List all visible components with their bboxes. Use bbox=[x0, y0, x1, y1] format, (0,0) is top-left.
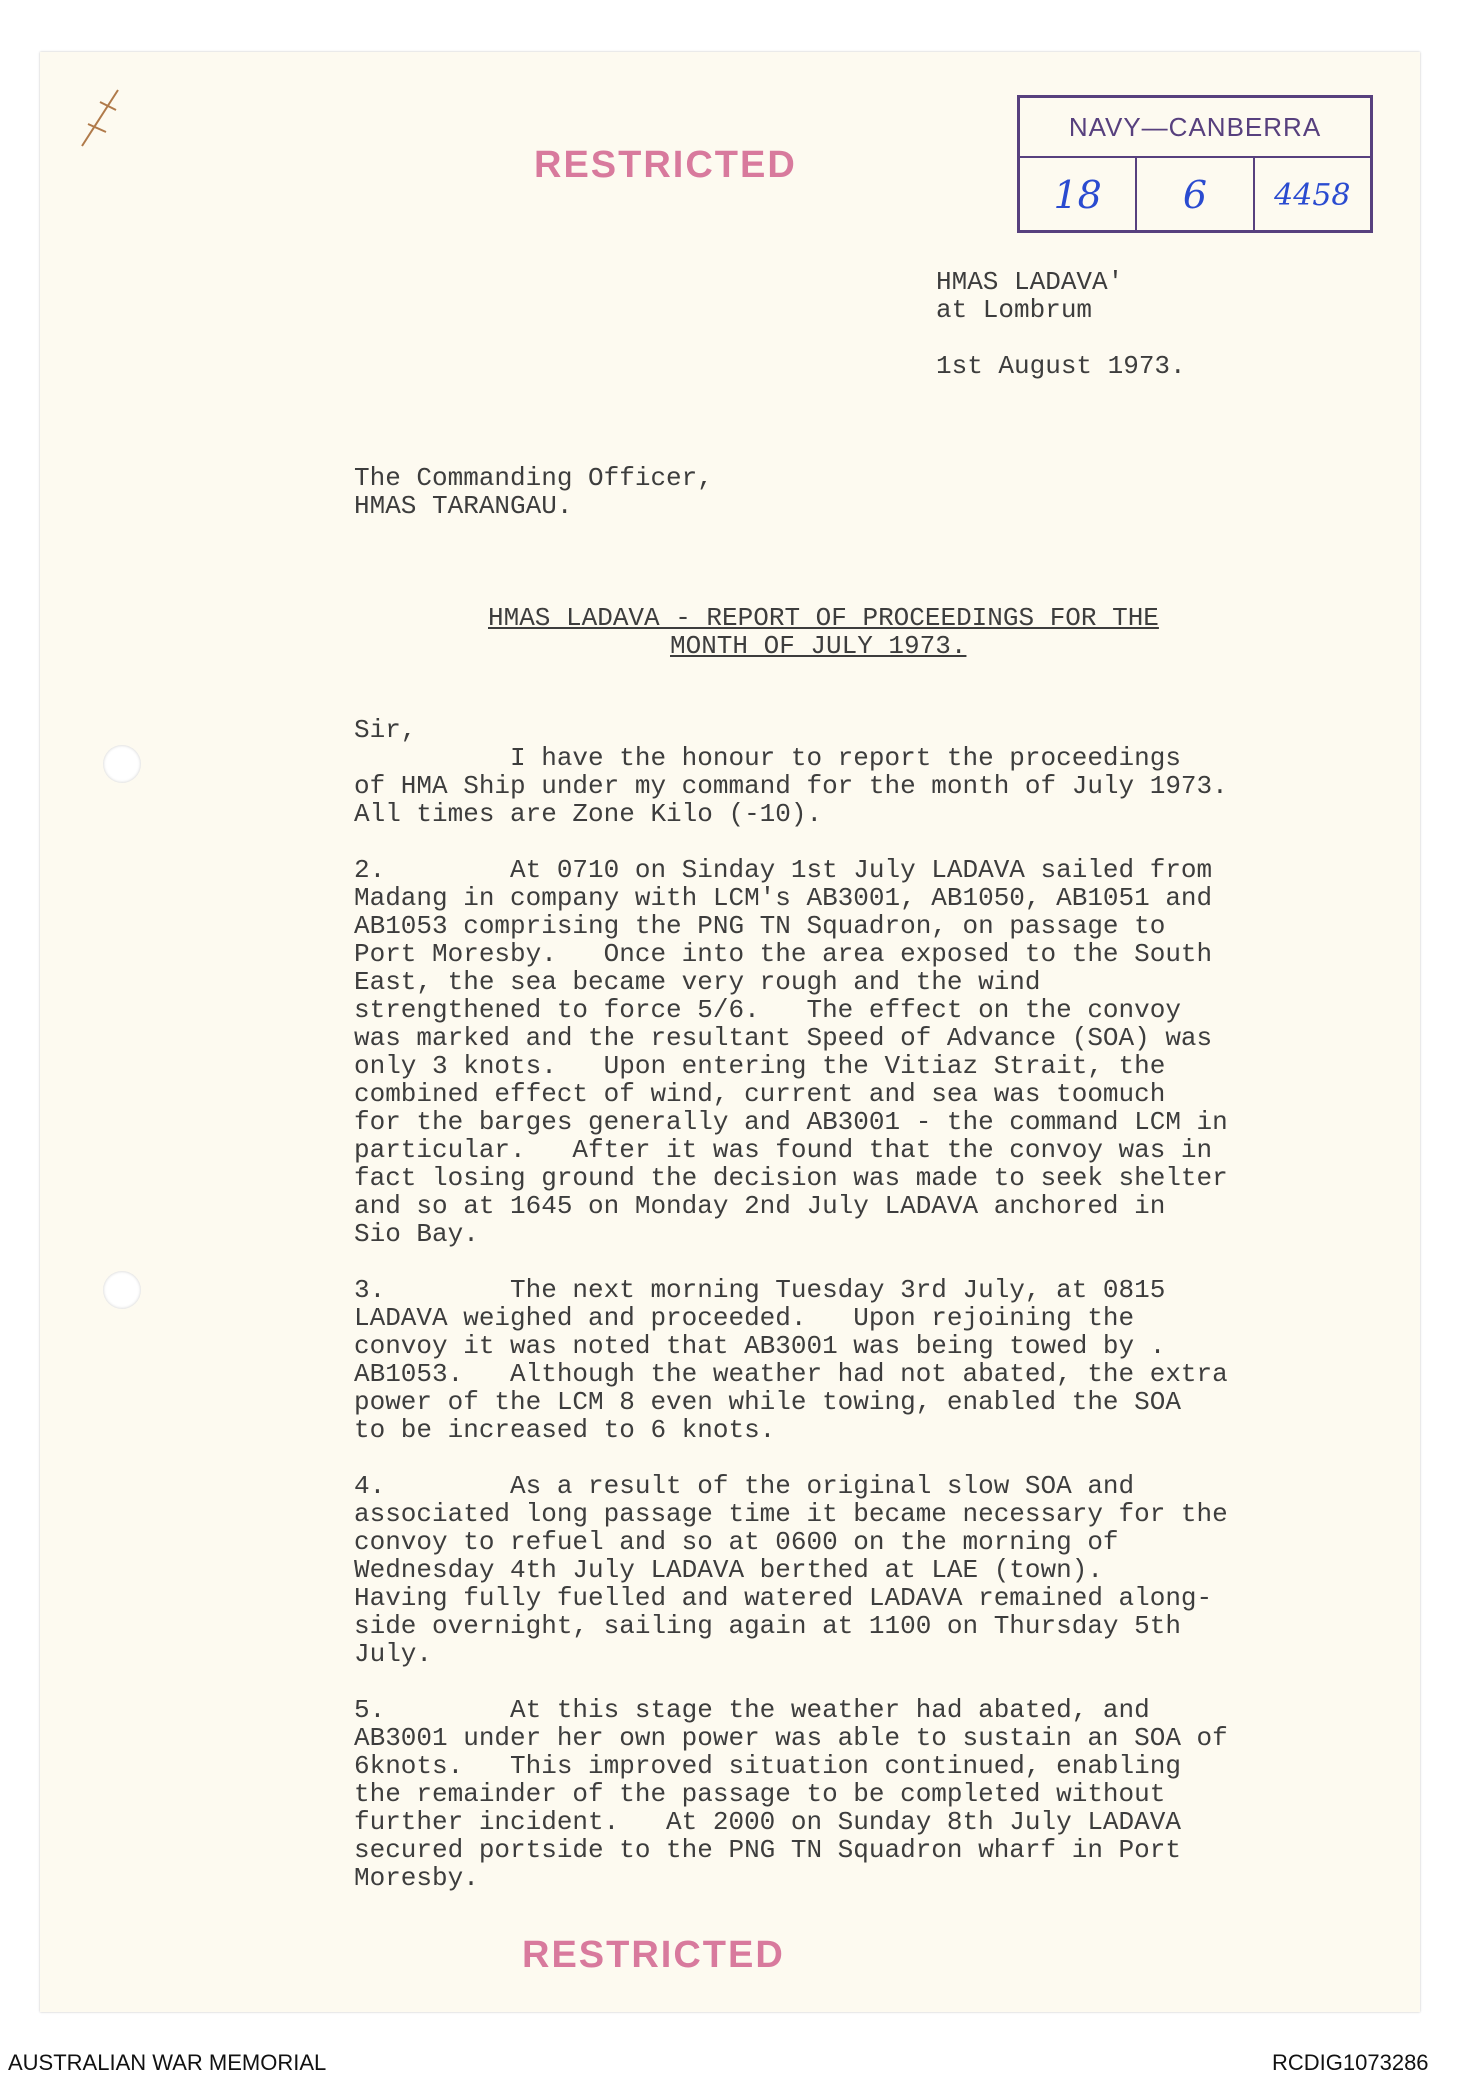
addressee-line-1: The Commanding Officer, bbox=[354, 463, 713, 493]
restricted-stamp-bottom: RESTRICTED bbox=[522, 1934, 785, 1976]
p3-line: power of the LCM 8 even while towing, enabled the SOA bbox=[354, 1387, 1181, 1417]
paragraph-5 bbox=[354, 1696, 1228, 1892]
p1-line: I have the honour to report the proceedings bbox=[354, 743, 1181, 773]
punch-hole-lower bbox=[103, 1271, 141, 1309]
footer-credit: AUSTRALIAN WAR MEMORIAL bbox=[8, 2050, 327, 2075]
p5-line: Moresby. bbox=[354, 1863, 479, 1893]
sender-date: 1st August 1973. bbox=[936, 351, 1186, 381]
p4-line: side overnight, sailing again at 1100 on Thursday 5th bbox=[354, 1611, 1181, 1641]
p2-line: fact losing ground the decision was made to seek shelter bbox=[354, 1163, 1228, 1193]
p2-line: particular. After it was found that the convoy was in bbox=[354, 1135, 1213, 1165]
p2-line: 2. At 0710 on Sinday 1st July LADAVA sailed from bbox=[354, 855, 1213, 885]
p2-line: combined effect of wind, current and sea was toomuch bbox=[354, 1079, 1166, 1109]
p2-line: Port Moresby. Once into the area exposed to the South bbox=[354, 939, 1213, 969]
salutation: Sir, bbox=[354, 715, 417, 745]
p4-line: Having fully fuelled and watered LADAVA remained along- bbox=[354, 1583, 1213, 1613]
registry-cell-month: 6 bbox=[1137, 158, 1254, 232]
restricted-stamp-top: RESTRICTED bbox=[534, 144, 797, 186]
p2-line: for the barges generally and AB3001 - the command LCM in bbox=[354, 1107, 1228, 1137]
registry-stamp-cells bbox=[1020, 158, 1370, 232]
p1-line: All times are Zone Kilo (-10). bbox=[354, 799, 823, 829]
p3-line: AB1053. Although the weather had not abated, the extra bbox=[354, 1359, 1228, 1389]
p5-line: further incident. At 2000 on Sunday 8th July LADAVA bbox=[354, 1807, 1181, 1837]
p2-line: only 3 knots. Upon entering the Vitiaz Strait, the bbox=[354, 1051, 1166, 1081]
p1-line: of HMA Ship under my command for the month of July 1973. bbox=[354, 771, 1228, 801]
addressee-line-2: HMAS TARANGAU. bbox=[354, 491, 573, 521]
p4-line: 4. As a result of the original slow SOA and bbox=[354, 1471, 1135, 1501]
paragraph-1 bbox=[354, 744, 1228, 828]
p2-line: Madang in company with LCM's AB3001, AB1050, AB1051 and bbox=[354, 883, 1213, 913]
p4-line: July. bbox=[354, 1639, 433, 1669]
p4-line: associated long passage time it became necessary for the bbox=[354, 1499, 1228, 1529]
p2-line: and so at 1645 on Monday 2nd July LADAVA anchored in bbox=[354, 1191, 1166, 1221]
p3-line: to be increased to 6 knots. bbox=[354, 1415, 776, 1445]
report-title-line-2: MONTH OF JULY 1973. bbox=[670, 631, 967, 661]
registry-cell-number: 4458 bbox=[1274, 177, 1351, 213]
p4-line: Wednesday 4th July LADAVA berthed at LAE (town). bbox=[354, 1555, 1103, 1585]
p2-line: East, the sea became very rough and the wind bbox=[354, 967, 1041, 997]
p5-line: the remainder of the passage to be completed without bbox=[354, 1779, 1166, 1809]
report-title-line-1: HMAS LADAVA - REPORT OF PROCEEDINGS FOR THE bbox=[488, 603, 1159, 633]
paragraph-4 bbox=[354, 1472, 1228, 1668]
registry-stamp bbox=[1017, 95, 1373, 233]
p5-line: secured portside to the PNG TN Squadron wharf in Port bbox=[354, 1835, 1181, 1865]
p3-line: LADAVA weighed and proceeded. Upon rejoining the bbox=[354, 1303, 1135, 1333]
sender-ship: HMAS LADAVA' bbox=[936, 267, 1124, 297]
p3-line: 3. The next morning Tuesday 3rd July, at 0815 bbox=[354, 1275, 1166, 1305]
paragraph-2 bbox=[354, 856, 1228, 1248]
punch-hole-upper bbox=[103, 745, 141, 783]
registry-cell-day: 18 bbox=[1020, 158, 1137, 232]
p5-line: AB3001 under her own power was able to sustain an SOA of bbox=[354, 1723, 1228, 1753]
p2-line: was marked and the resultant Speed of Advance (SOA) was bbox=[354, 1023, 1213, 1053]
p5-line: 5. At this stage the weather had abated, and bbox=[354, 1695, 1150, 1725]
p3-line: convoy it was noted that AB3001 was being towed by . bbox=[354, 1331, 1166, 1361]
p5-line: 6knots. This improved situation continued, enabling bbox=[354, 1751, 1181, 1781]
paragraph-3 bbox=[354, 1276, 1228, 1444]
registry-stamp-header: NAVY—CANBERRA bbox=[1020, 98, 1370, 158]
p4-line: convoy to refuel and so at 0600 on the morning of bbox=[354, 1527, 1119, 1557]
p2-line: Sio Bay. bbox=[354, 1219, 479, 1249]
footer-id: RCDIG1073286 bbox=[1272, 2050, 1429, 2075]
p2-line: AB1053 comprising the PNG TN Squadron, on passage to bbox=[354, 911, 1166, 941]
pencil-mark-icon bbox=[78, 84, 128, 154]
p2-line: strengthened to force 5/6. The effect on the convoy bbox=[354, 995, 1181, 1025]
sender-location: at Lombrum bbox=[936, 295, 1093, 325]
